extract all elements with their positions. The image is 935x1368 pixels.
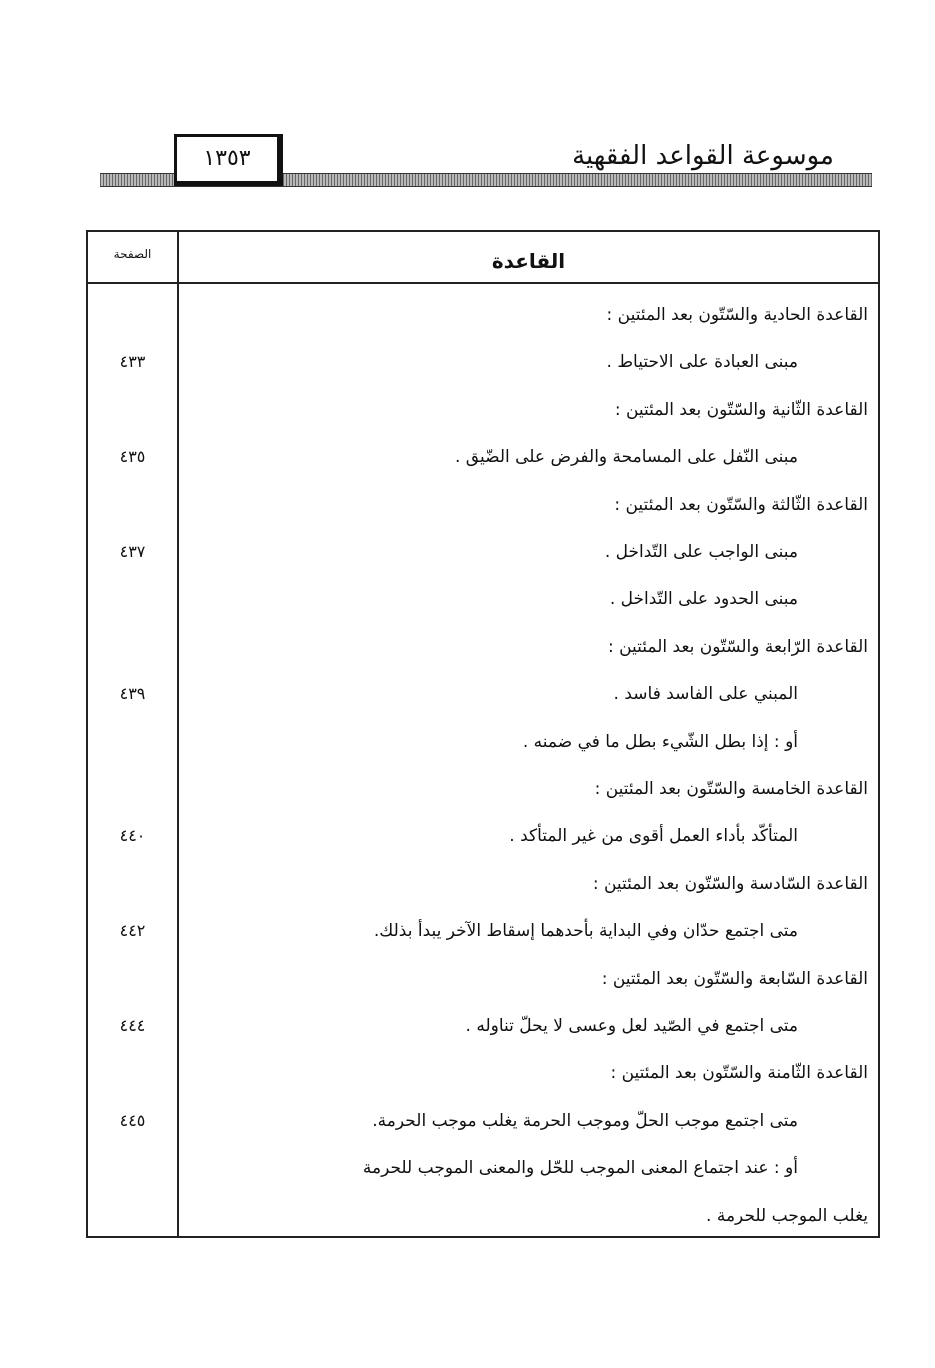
rule-heading-row: [88, 624, 878, 670]
rule-heading-row: [88, 1050, 878, 1096]
rule-text-row: [88, 576, 878, 622]
rule-text-row: [88, 1193, 878, 1239]
rule-text-row: [88, 529, 878, 575]
rule-text-row: [88, 1003, 878, 1049]
rule-text-row: [88, 1145, 878, 1191]
column-header-page: الصفحة: [113, 247, 152, 261]
page-ref: [88, 576, 177, 622]
rule-text-row: [88, 671, 878, 717]
page-ref: [88, 956, 177, 1002]
page-ref: [88, 624, 177, 670]
page-ref: ٤٤٠: [119, 826, 146, 846]
page-ref: ٤٣٩: [119, 684, 146, 704]
rule-heading-row: [88, 956, 878, 1002]
rule-heading-row: [88, 766, 878, 812]
rule-text: أو : إذا بطل الشّيء بطل ما في ضمنه .: [522, 731, 798, 752]
rule-heading: القاعدة الرّابعة والسّتّون بعد المئتين :: [607, 636, 868, 657]
rule-heading: القاعدة الحادية والسّتّون بعد المئتين :: [606, 305, 868, 325]
page-ref: [88, 292, 177, 338]
page-ref: [88, 766, 177, 812]
rule-heading: القاعدة السّابعة والسّتّون بعد المئتين :: [601, 968, 868, 989]
rule-text-row: [88, 339, 878, 385]
page-ref: ٤٤٤: [119, 1016, 146, 1035]
page-ref: [88, 387, 177, 433]
rule-text: متى اجتمع حدّان وفي البداية بأحدهما إسقاط الآخر يبدأ بذلك.: [373, 921, 798, 942]
rule-text: مبنى العبادة على الاحتياط .: [606, 352, 798, 373]
page-ref: [88, 861, 177, 907]
column-header-rule: القاعدة: [491, 249, 566, 273]
rule-text: مبنى الواجب على التّداخل .: [604, 542, 798, 562]
rule-heading: القاعدة الثّامنة والسّتّون بعد المئتين :: [610, 1063, 868, 1084]
page-ref: [88, 1193, 177, 1239]
rule-text-row: [88, 434, 878, 480]
page-header: [100, 125, 872, 191]
rule-text: يغلب الموجب للحرمة .: [706, 1205, 868, 1226]
rule-text: متى اجتمع موجب الحلّ وموجب الحرمة يغلب موجب الحرمة.: [372, 1110, 798, 1131]
rule-text-row: [88, 908, 878, 954]
rule-heading: القاعدة الثّالثة والسّتّون بعد المئتين :: [614, 494, 868, 515]
page-ref: ٤٤٢: [119, 921, 146, 941]
rule-text: مبنى النّفل على المسامحة والفرض على الضّيق .: [454, 447, 798, 468]
page-ref: [88, 482, 177, 528]
book-title: موسوعة القواعد الفقهية: [572, 141, 834, 171]
rule-text-row: [88, 813, 878, 859]
rule-heading-row: [88, 861, 878, 907]
rule-text: المبني على الفاسد فاسد .: [613, 684, 798, 705]
page-ref: [88, 719, 177, 765]
rule-text: أو : عند اجتماع المعنى الموجب للحّل والمعنى الموجب للحرمة: [362, 1158, 798, 1179]
page-ref: ٤٤٥: [119, 1110, 146, 1130]
contents-table: [86, 230, 880, 1238]
page-ref: ٤٣٧: [119, 542, 146, 561]
rule-heading: القاعدة الخامسة والسّتّون بعد المئتين :: [594, 779, 868, 799]
rule-heading-row: [88, 482, 878, 528]
rule-heading: القاعدة الثّانية والسّتّون بعد المئتين :: [614, 399, 868, 420]
page-ref: [88, 1050, 177, 1096]
rule-heading: القاعدة السّادسة والسّتّون بعد المئتين :: [592, 873, 868, 894]
rule-heading-row: [88, 387, 878, 433]
rule-text-row: [88, 1098, 878, 1144]
rule-text: مبنى الحدود على التّداخل .: [609, 589, 798, 610]
page-ref: ٤٣٣: [119, 352, 146, 372]
page-ref: [88, 1145, 177, 1191]
rule-text-row: [88, 719, 878, 765]
page-ref: ٤٣٥: [119, 447, 146, 467]
rule-text: متى اجتمع في الصّيد لعل وعسى لا يحلّ تناوله .: [465, 1016, 798, 1036]
rule-text: المتأكّد بأداء العمل أقوى من غير المتأكد .: [509, 826, 798, 847]
rule-heading-row: [88, 292, 878, 338]
page-number: ١٣٥٣: [174, 134, 283, 186]
